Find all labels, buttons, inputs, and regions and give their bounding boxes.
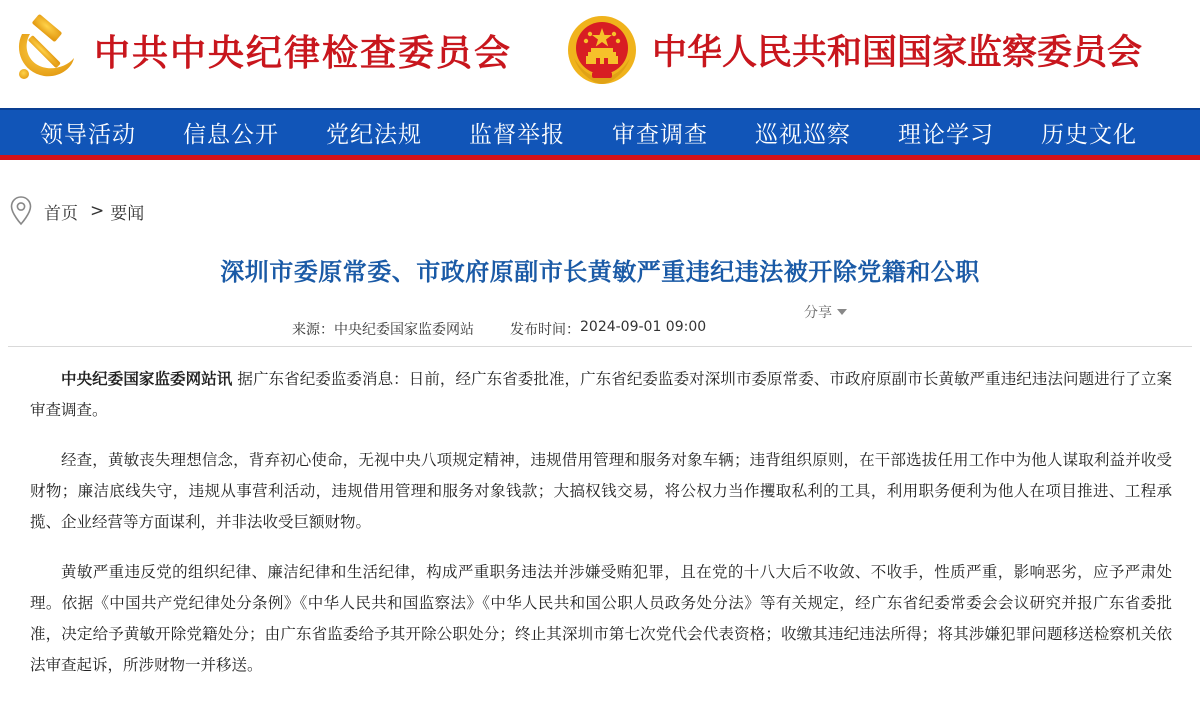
- header-divider: [8, 346, 1192, 347]
- article-publish-time: [510, 319, 706, 339]
- breadcrumb: [10, 194, 144, 228]
- nav-item-information-disclosure[interactable]: 信息公开: [183, 122, 279, 148]
- article-title: 深圳市委原常委、市政府原副市长黄敏严重违纪违法被开除党籍和公职: [220, 258, 980, 286]
- share-button[interactable]: [804, 302, 847, 322]
- cpc-ccdi-logo[interactable]: [8, 0, 512, 100]
- article-paragraph-1-text: 据广东省纪委监委消息：日前，经广东省委批准，广东省纪委监委对深圳市委原常委、市政府原副市长黄敏严重违纪违法问题进行了立案审查调查。: [30, 370, 1172, 419]
- party-emblem-icon: [8, 14, 80, 86]
- nav-item-review-investigation[interactable]: 审查调查: [612, 122, 708, 148]
- ccdi-org-name: 中共中央纪律检查委员会: [94, 31, 513, 74]
- nav-item-leadership-activities[interactable]: 领导活动: [40, 122, 136, 148]
- article-paragraph-3: 黄敏严重违反党的组织纪律、廉洁纪律和生活纪律，构成严重职务违法并涉嫌受贿犯罪，且在党的十八大后不收敛、不收手，性质严重，影响恶劣，应予严肃处理。依据《中国共产党纪律处分条例》《中华人民共和国监察法》《中华人民共和国公职人员政务处分法》等有关规定，经广东省纪委常委会会议研究并报广东省委批准，决定给予黄敏开除党籍处分；由广东省监委给予其开除公职处分；终止其深圳市第七次党代会代表资格；收缴其违纪违法所得；将其涉嫌犯罪问题移送检察机关依法审查起诉，所涉财物一并移送。: [30, 563, 1172, 674]
- nav-item-supervision-reporting[interactable]: 监督举报: [469, 122, 565, 148]
- share-label: 分享: [804, 305, 832, 321]
- main-navigation: [0, 108, 1200, 160]
- breadcrumb-separator: >: [90, 201, 105, 221]
- time-label: 发布时间：: [510, 322, 580, 338]
- article-paragraph-2: 经查，黄敏丧失理想信念，背弃初心使命，无视中央八项规定精神，违规借用管理和服务对象车辆；违背组织原则，在干部选拔任用工作中为他人谋取利益并收受财物；廉洁底线失守，违规从事营利活动，违规借用管理和服务对象钱款；大搞权钱交易，将公权力当作攫取私利的工具，利用职务便利为他人在项目推进、工程承揽、企业经营等方面谋利，并非法收受巨额财物。: [30, 451, 1172, 531]
- site-header: [0, 0, 1200, 108]
- source-value: 中央纪委国家监委网站: [334, 322, 474, 338]
- chevron-down-icon: [837, 309, 847, 315]
- article-source: [292, 319, 474, 339]
- nav-item-theory-study[interactable]: 理论学习: [898, 122, 994, 148]
- national-emblem-icon: [566, 14, 638, 86]
- nav-item-inspection-tours[interactable]: 巡视巡察: [755, 122, 851, 148]
- time-value: 2024-09-01 09:00: [580, 319, 707, 335]
- location-pin-icon: [10, 196, 32, 226]
- breadcrumb-home-link[interactable]: 首页: [44, 203, 78, 224]
- article-lead-source: 中央纪委国家监委网站讯: [61, 370, 233, 388]
- nav-item-history-culture[interactable]: 历史文化: [1041, 122, 1137, 148]
- article-body: [30, 364, 1172, 700]
- nsc-logo[interactable]: [566, 0, 1142, 100]
- nav-item-party-regulations[interactable]: 党纪法规: [326, 122, 422, 148]
- nsc-org-name: 中华人民共和国国家监察委员会: [652, 32, 1143, 73]
- article-paragraph-1: [30, 364, 1172, 426]
- article-meta: [292, 319, 706, 339]
- breadcrumb-current-link[interactable]: 要闻: [110, 203, 145, 224]
- source-label: 来源：: [292, 322, 334, 338]
